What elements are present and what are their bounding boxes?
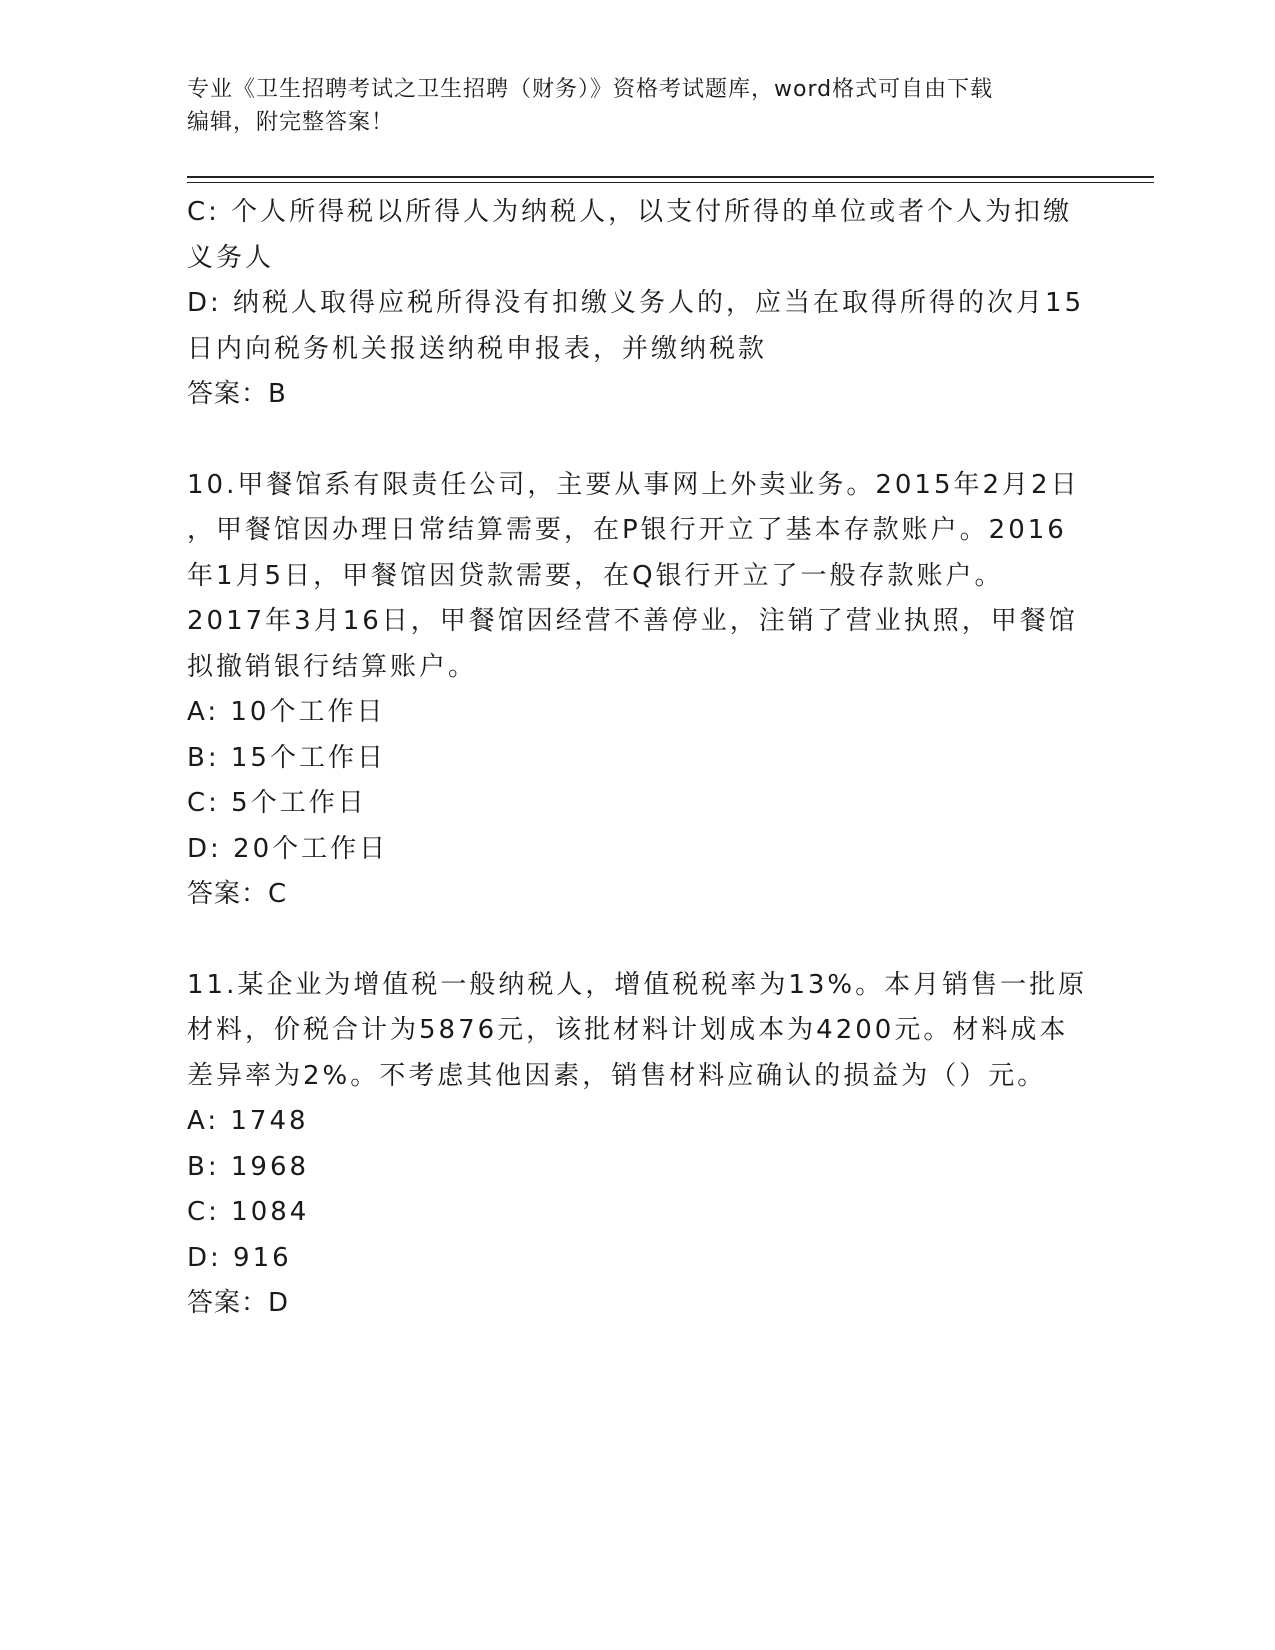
- question-stem-line: 差异率为2%。不考虑其他因素，销售材料应确认的损益为（）元。: [187, 1060, 1047, 1091]
- question-stem-line: 2017年3月16日，甲餐馆因经营不善停业，注销了营业执照，甲餐馆: [187, 606, 1078, 636]
- answer-label: 答案：C: [187, 879, 288, 909]
- question-9-tail: [187, 190, 1087, 418]
- question-stem-line: 11.某企业为增值税一般纳税人，增值税税率为13%。本月销售一批原: [187, 969, 1088, 1000]
- option-c-line: C: 个人所得税以所得人为纳税人，以支付所得的单位或者个人为扣缴: [187, 197, 1073, 227]
- option-d-line: D: 纳税人取得应税所得没有扣缴义务人的，应当在取得所得的次月15: [187, 288, 1085, 318]
- question-stem-line: ，甲餐馆因办理日常结算需要，在P银行开立了基本存款账户。2016: [187, 515, 1067, 545]
- question-stem-line: 年1月5日，甲餐馆因贷款需要，在Q银行开立了一般存款账户。: [187, 560, 1004, 591]
- option-b: B: 15个工作日: [187, 742, 386, 773]
- header-line-1: 专业《卫生招聘考试之卫生招聘（财务）》资格考试题库，word格式可自由下载: [187, 77, 994, 102]
- option-a: A: 10个工作日: [187, 697, 386, 727]
- question-11: [187, 963, 1087, 1327]
- option-d-line: 日内向税务机关报送纳税申报表，并缴纳税款: [187, 333, 768, 364]
- header-divider-thin: [187, 182, 1154, 183]
- header-divider-thick: [187, 176, 1154, 178]
- question-10: [187, 463, 1087, 918]
- option-c: C: 1084: [187, 1197, 310, 1227]
- question-stem-line: 材料，价税合计为5876元，该批材料计划成本为4200元。材料成本: [187, 1015, 1069, 1045]
- option-d: D: 20个工作日: [187, 833, 389, 864]
- option-a: A: 1748: [187, 1106, 309, 1136]
- question-stem-line: 拟撤销银行结算账户。: [187, 651, 478, 682]
- answer-label: 答案：B: [187, 379, 287, 409]
- option-c: C: 5个工作日: [187, 788, 367, 818]
- spacer: [187, 418, 1087, 463]
- page-header: [187, 73, 1087, 139]
- option-d: D: 916: [187, 1242, 292, 1273]
- spacer: [187, 918, 1087, 963]
- option-c-line: 义务人: [187, 242, 275, 273]
- option-b: B: 1968: [187, 1151, 310, 1182]
- question-stem-line: 10.甲餐馆系有限责任公司，主要从事网上外卖业务。2015年2月2日: [187, 469, 1080, 500]
- header-line-2: 编辑，附完整答案！: [187, 110, 395, 135]
- question-content: [187, 190, 1087, 1327]
- answer-label: 答案：D: [187, 1288, 290, 1318]
